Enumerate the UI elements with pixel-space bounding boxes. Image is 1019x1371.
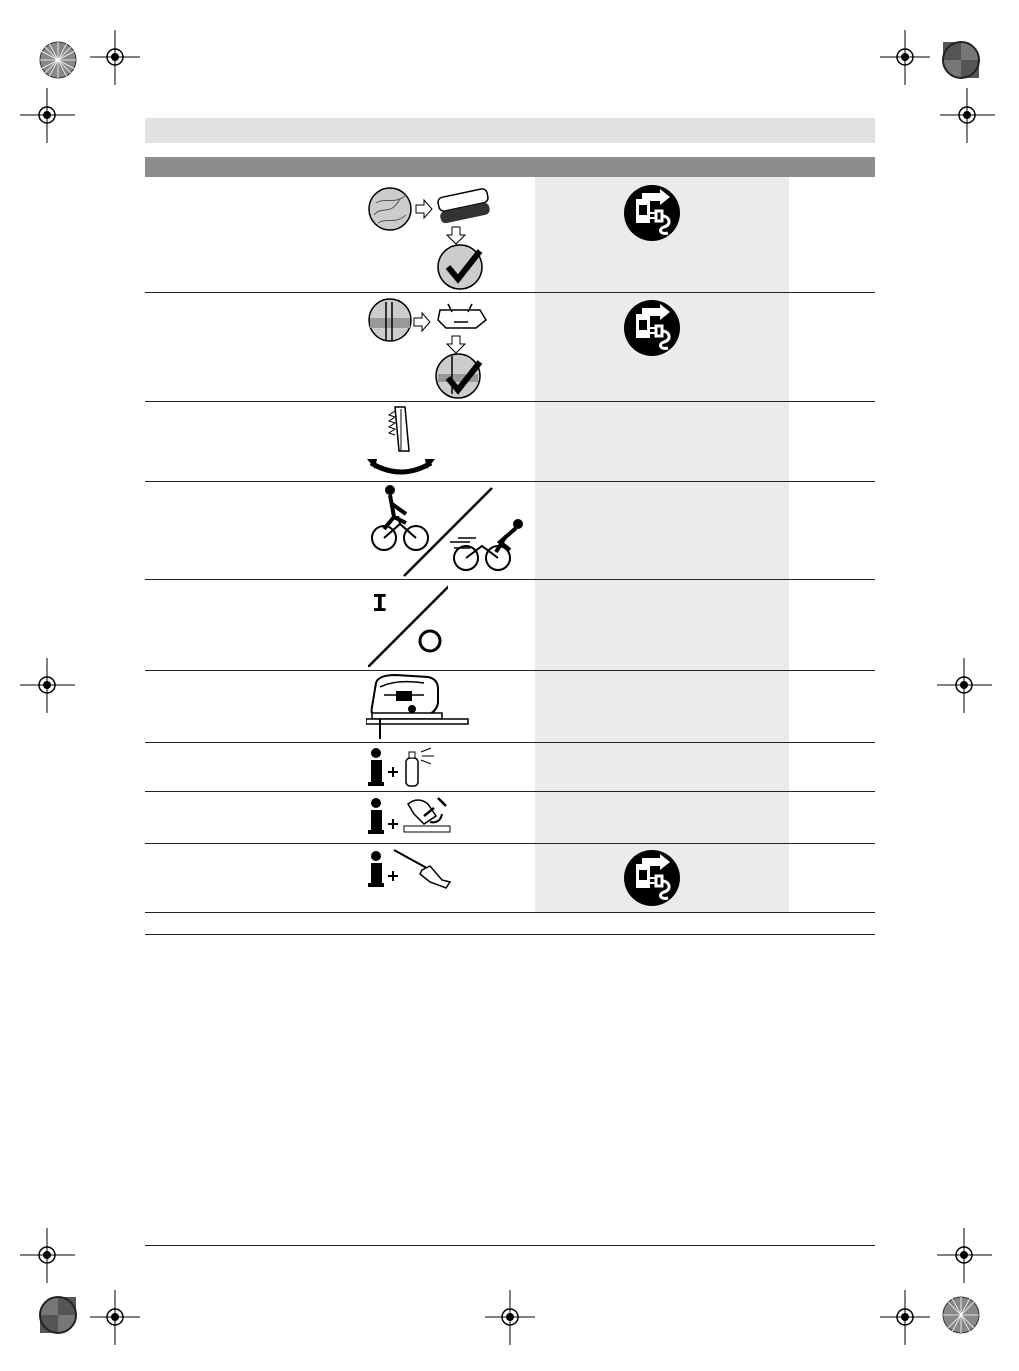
title-bar: [145, 118, 875, 143]
crosshair-mark-bottom-left: [90, 1290, 140, 1345]
crosshair-mark-right-lower: [937, 1228, 992, 1283]
crosshair-mark-left-lower: [20, 1228, 75, 1283]
unplug-warning-icon: [624, 185, 680, 241]
crosshair-mark-left-upper: [20, 88, 75, 143]
crosshair-mark-right-middle: [937, 658, 992, 713]
row-divider: [145, 912, 875, 913]
registration-mark-bottom-right-ring: [941, 1295, 981, 1335]
switch-on-label: I: [372, 589, 388, 619]
crosshair-mark-top-left: [90, 30, 140, 85]
info-saw-guide-icon: [368, 794, 452, 836]
splinter-guard-check-icon: [368, 298, 498, 400]
row-divider: [145, 843, 875, 844]
unplug-warning-icon: [624, 850, 680, 906]
speed-slow-fast-icon: [366, 484, 536, 578]
crosshair-mark-bottom-right: [880, 1290, 930, 1345]
row-divider: [145, 481, 875, 482]
page-footer-rule: [145, 1245, 875, 1246]
row-divider: [145, 579, 875, 580]
row-divider: [145, 670, 875, 671]
row-divider: [145, 401, 875, 402]
registration-mark-top-left-ring: [38, 40, 78, 80]
info-parallel-guide-icon: [368, 848, 454, 890]
crosshair-mark-top-right: [880, 30, 930, 85]
row-divider: [145, 292, 875, 293]
row-divider: [145, 791, 875, 792]
shaded-column: [535, 177, 789, 912]
registration-mark-bottom-left-ring: [38, 1295, 78, 1335]
table-bottom-rule: [145, 934, 875, 935]
table-header-bar: [145, 157, 875, 177]
registration-mark-top-right-ring: [941, 40, 981, 80]
on-off-switch-icon: [368, 585, 448, 667]
row-divider: [145, 742, 875, 743]
info-spray-icon: [368, 746, 448, 788]
blade-pendulum-icon: [365, 405, 437, 477]
crosshair-mark-left-middle: [20, 658, 75, 713]
crosshair-mark-bottom-center: [485, 1290, 535, 1345]
unplug-warning-icon: [624, 300, 680, 356]
crosshair-mark-right-upper: [940, 88, 995, 143]
dust-to-clean-check-icon: [368, 185, 498, 291]
jigsaw-on-workpiece-icon: [366, 673, 470, 741]
